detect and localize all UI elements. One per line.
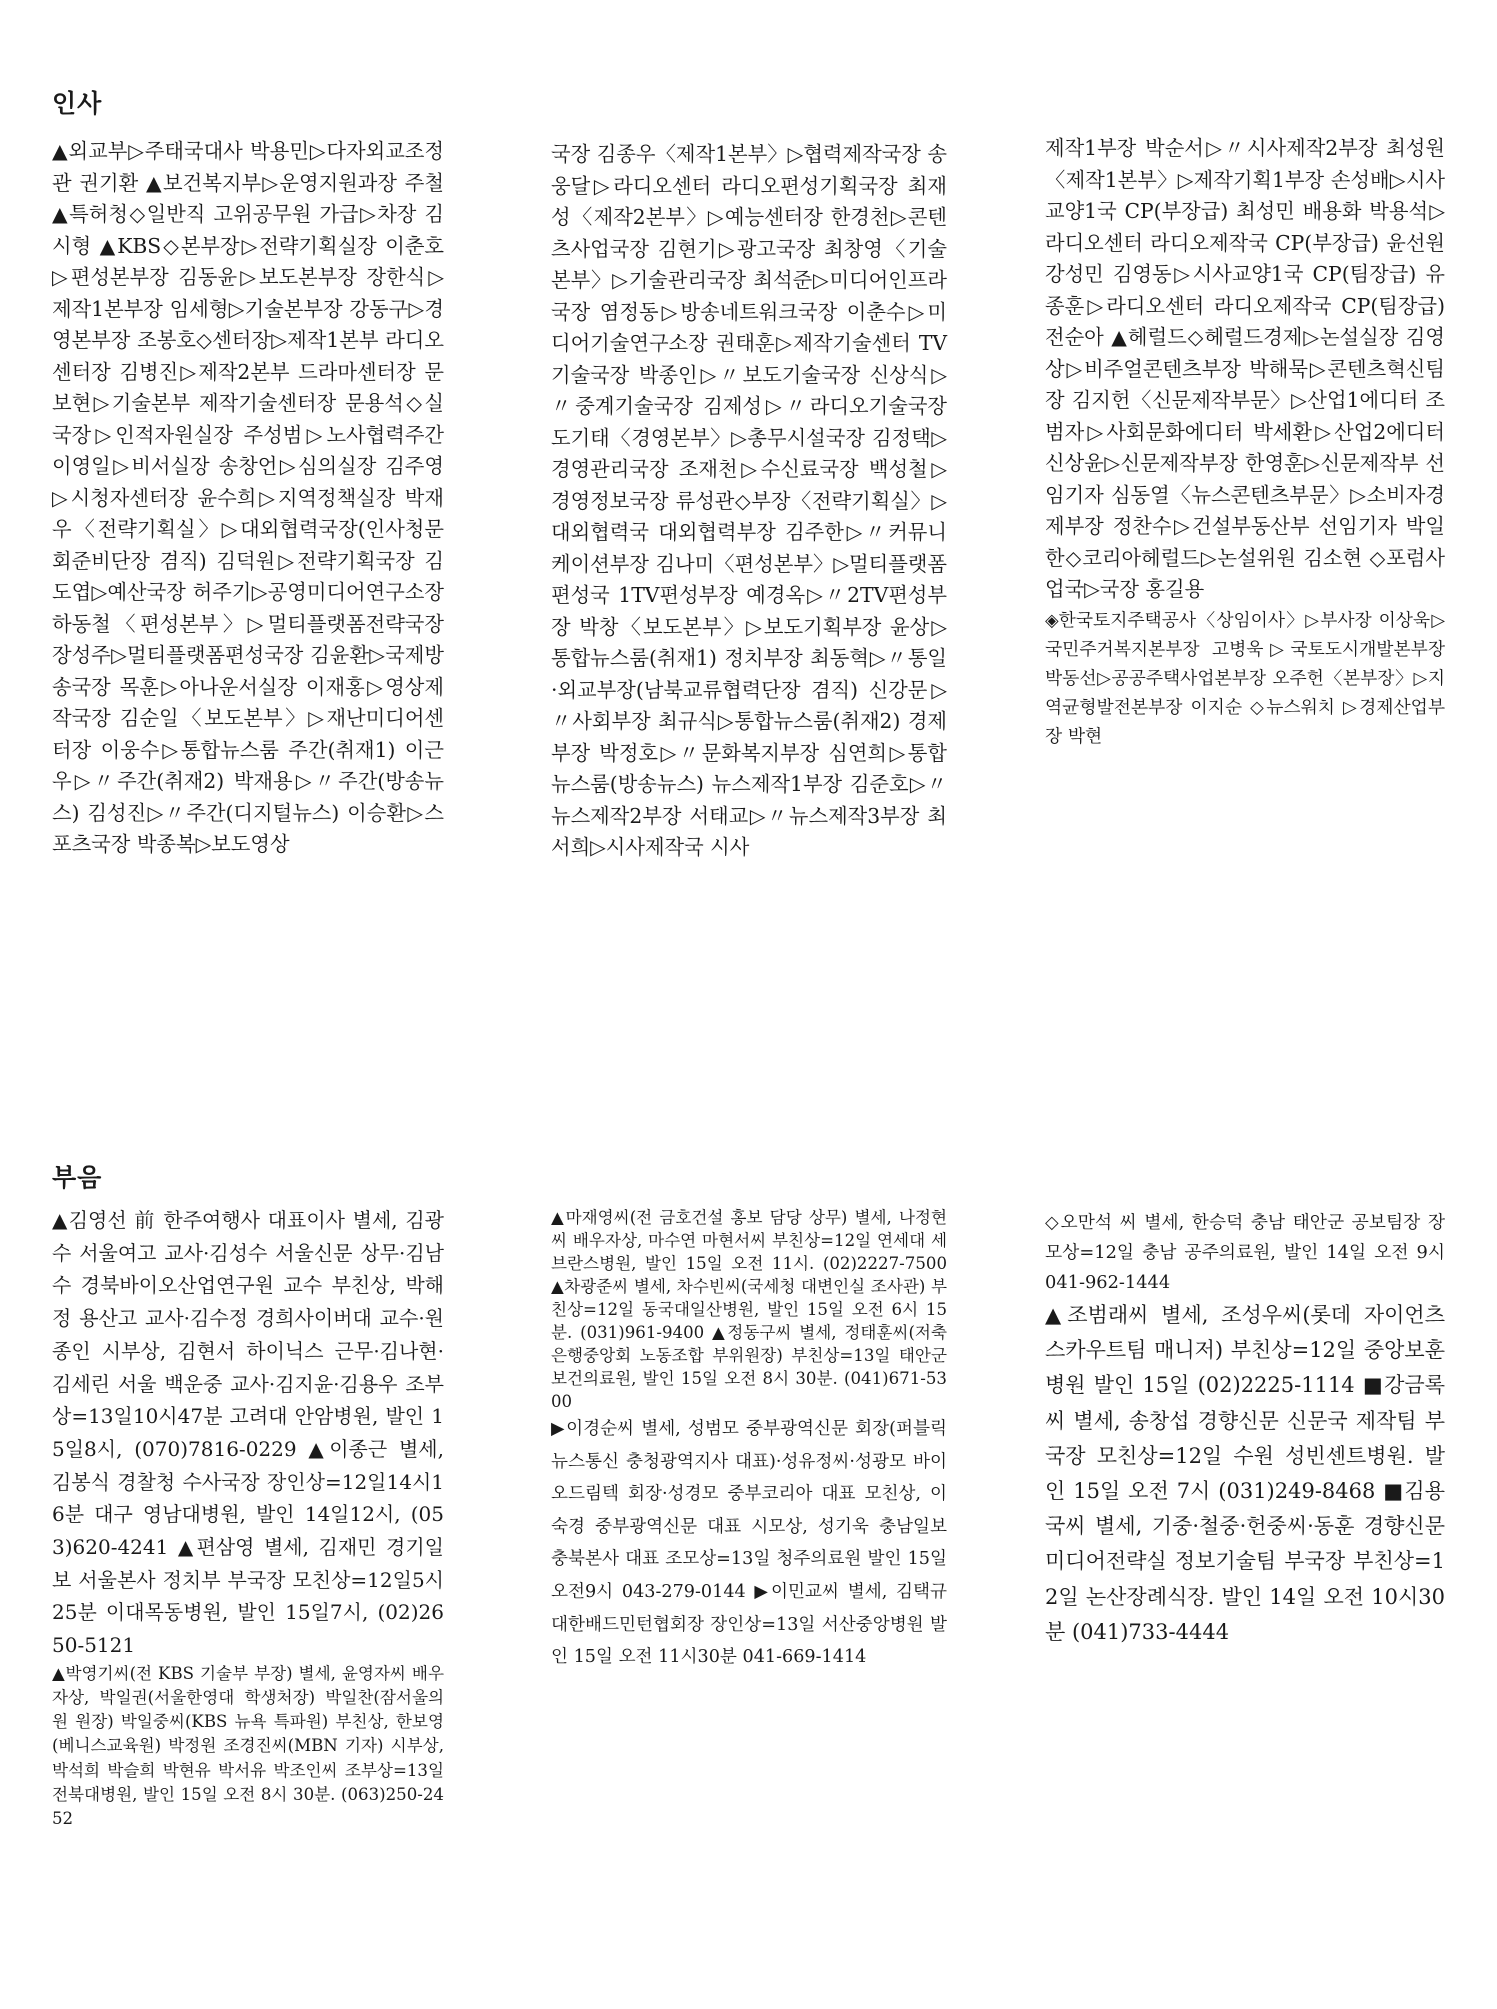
obituaries-column-2-small: ▲마재영씨(전 금호건설 홍보 담당 상무) 별세, 나정현씨 배우자상, 마수연 마현서씨 부친상=12일 연세대 세브란스병원, 발인 15일 오전 11시. (02)2227-7500 ▲차광준씨 별세, 차수빈씨(국세청 대변인실 조사관) 부친상=12일 동국대일산병원, 발인 15일 오전 6시 15분. (031)961-9400 ▲정동구씨 별세, 정태훈씨(저축은행중앙회 노동조합 부위원장) 부친상=13일 태안군 보건의료원, 발인 15일 오전 8시 30분. (041)671-5300 <box>551 1208 947 1411</box>
obituaries-column-2-main: ▶이경순씨 별세, 성범모 중부광역신문 회장(퍼블릭뉴스통신 충청광역지사 대표)·성유정씨·성광모 바이오드림텍 회장·성경모 중부코리아 대표 모친상, 이숙경 중부광역신문 대표 시모상, 성기욱 충남일보 충북본사 대표 조모상=13일 청주의료원 발인 15일 오전9시 043-279-0144 ▶이민교씨 별세, 김택규 대한배드민턴협회장 장인상=13일 서산중앙병원 발인 15일 오전 11시30분 041-669-1414 <box>551 1419 947 1668</box>
obituaries-column-1-small: ▲박영기씨(전 KBS 기술부 부장) 별세, 윤영자씨 배우자상, 박일권(서울한영대 학생처장) 박일찬(잠서울의원 원장) 박일중씨(KBS 뉴욕 특파원) 부친상, 한보영(베니스교육원) 박정원 조경진씨(MBN 기자) 시부상, 박석희 박슬희 박현유 박서유 박조인씨 조부상=13일 전북대병원, 발인 15일 오전 8시 30분. (063)250-2452 <box>52 1663 444 1829</box>
obituaries-column-3-main: ▲조범래씨 별세, 조성우씨(롯데 자이언츠 스카우트팀 매니저) 부친상=12일 중앙보훈병원 발인 15일 (02)2225-1114 ■강금록씨 별세, 송창섭 경향신문 신문국 제작팀 부국장 모친상=12일 수원 성빈센트병원. 발인 15일 오전 7시 (031)249-8468 ■김용국씨 별세, 기중·철중·헌중씨·동훈 경향신문 미디어전략실 정보기술팀 부국장 부친상=12일 논산장례식장. 발인 14일 오전 10시30분 (041)733-4444 <box>1045 1303 1445 1644</box>
obituaries-column-3-small: ◇오만석 씨 별세, 한승덕 충남 태안군 공보팀장 장모상=12일 충남 공주의료원, 발인 14일 오전 9시 041-962-1444 <box>1045 1212 1445 1293</box>
personnel-column-3-tail: ◈한국토지주택공사〈상임이사〉▷부사장 이상욱▷국민주거복지본부장 고병욱▷국토도시개발본부장 박동선▷공공주택사업본부장 오주헌〈본부장〉▷지역균형발전본부장 이지순 ◇뉴스워치 ▷경제산업부장 박현 <box>1045 609 1445 747</box>
section-title-obituaries: 부음 <box>52 1163 103 1192</box>
obituaries-column-3 <box>1045 1208 1445 1650</box>
personnel-column-1: ▲외교부▷주태국대사 박용민▷다자외교조정관 권기환 ▲보건복지부▷운영지원과장 주철 ▲특허청◇일반직 고위공무원 가급▷차장 김시형 ▲KBS◇본부장▷전략기획실장 이춘호▷편성본부장 김동윤▷보도본부장 장한식▷제작1본부장 임세형▷기술본부장 강동구▷경영본부장 조봉호◇센터장▷제작1본부 라디오센터장 김병진▷제작2본부 드라마센터장 문보현▷기술본부 제작기술센터장 문용석◇실국장▷인적자원실장 주성범▷노사협력주간 이영일▷비서실장 송창언▷심의실장 김주영▷시청자센터장 윤수희▷지역정책실장 박재우〈전략기획실〉▷대외협력국장(인사청문회준비단장 겸직) 김덕원▷전략기획국장 김도엽▷예산국장 허주기▷공영미디어연구소장 하동철〈편성본부〉▷멀티플랫폼전략국장 장성주▷멀티플랫폼편성국장 김윤환▷국제방송국장 목훈▷아나운서실장 이재홍▷영상제작국장 김순일〈보도본부〉▷재난미디어센터장 이웅수▷통합뉴스룸 주간(취재1) 이근우▷〃주간(취재2) 박재용▷〃주간(방송뉴스) 김성진▷〃주간(디지털뉴스) 이승환▷스포츠국장 박종복▷보도영상 <box>52 139 444 856</box>
personnel-column-3-main: 제작1부장 박순서▷〃시사제작2부장 최성원〈제작1본부〉▷제작기획1부장 손성배▷시사교양1국 CP(부장급) 최성민 배용화 박용석▷라디오센터 라디오제작국 CP(부장급) 윤선원 강성민 김영동▷시사교양1국 CP(팀장급) 유종훈▷라디오센터 라디오제작국 CP(팀장급) 전순아 ▲헤럴드◇헤럴드경제▷논설실장 김영상▷비주얼콘텐츠부장 박해묵▷콘텐츠혁신팀장 김지헌〈신문제작부문〉▷산업1에디터 조범자▷사회문화에디터 박세환▷산업2에디터 신상윤▷신문제작부장 한영훈▷신문제작부 선임기자 심동열〈뉴스콘텐츠부문〉▷소비자경제부장 정찬수▷건설부동산부 선임기자 박일한◇코리아헤럴드▷논설위원 김소현 ◇포럼사업국▷국장 홍길용 <box>1045 136 1445 601</box>
personnel-column-2: 국장 김종우〈제작1본부〉▷협력제작국장 송웅달▷라디오센터 라디오편성기획국장 최재성〈제작2본부〉▷예능센터장 한경천▷콘텐츠사업국장 김현기▷광고국장 최창영〈기술본부〉▷기술관리국장 최석준▷미디어인프라국장 염정동▷방송네트워크국장 이춘수▷미디어기술연구소장 권태훈▷제작기술센터 TV기술국장 박종인▷〃보도기술국장 신상식▷〃중계기술국장 김제성▷〃라디오기술국장 도기태〈경영본부〉▷총무시설국장 김정택▷경영관리국장 조재천▷수신료국장 백성철▷경영정보국장 류성관◇부장〈전략기획실〉▷대외협력국 대외협력부장 김주한▷〃커뮤니케이션부장 김나미〈편성본부〉▷멀티플랫폼편성국 1TV편성부장 예경옥▷〃2TV편성부장 박창〈보도본부〉▷보도기획부장 윤상▷통합뉴스룸(취재1) 정치부장 최동혁▷〃통일·외교부장(남북교류협력단장 겸직) 신강문▷〃사회부장 최규식▷통합뉴스룸(취재2) 경제부장 박정호▷〃문화복지부장 심연희▷통합뉴스룸(방송뉴스) 뉴스제작1부장 김준호▷〃뉴스제작2부장 서태교▷〃뉴스제작3부장 최서희▷시사제작국 시사 <box>551 142 947 859</box>
obituaries-column-1 <box>52 1204 444 1831</box>
section-title-personnel: 인사 <box>52 89 103 118</box>
personnel-column-3 <box>1045 133 1445 751</box>
obituaries-column-2 <box>551 1206 947 1674</box>
obituaries-column-1-main: ▲김영선 前 한주여행사 대표이사 별세, 김광수 서울여고 교사·김성수 서울신문 상무·김남수 경북바이오산업연구원 교수 부친상, 박해정 용산고 교사·김수정 경희사이버대 교수·원종인 시부상, 김현서 하이닉스 근무·김나현·김세린 서울 백운중 교사·김지윤·김용우 조부상=13일10시47분 고려대 안암병원, 발인 15일8시, (070)7816-0229 ▲이종근 별세, 김봉식 경찰청 수사국장 장인상=12일14시16분 대구 영남대병원, 발인 14일12시, (053)620-4241 ▲편삼영 별세, 김재민 경기일보 서울본사 정치부 부국장 모친상=12일5시25분 이대목동병원, 발인 15일7시, (02)2650-5121 <box>52 1208 444 1658</box>
